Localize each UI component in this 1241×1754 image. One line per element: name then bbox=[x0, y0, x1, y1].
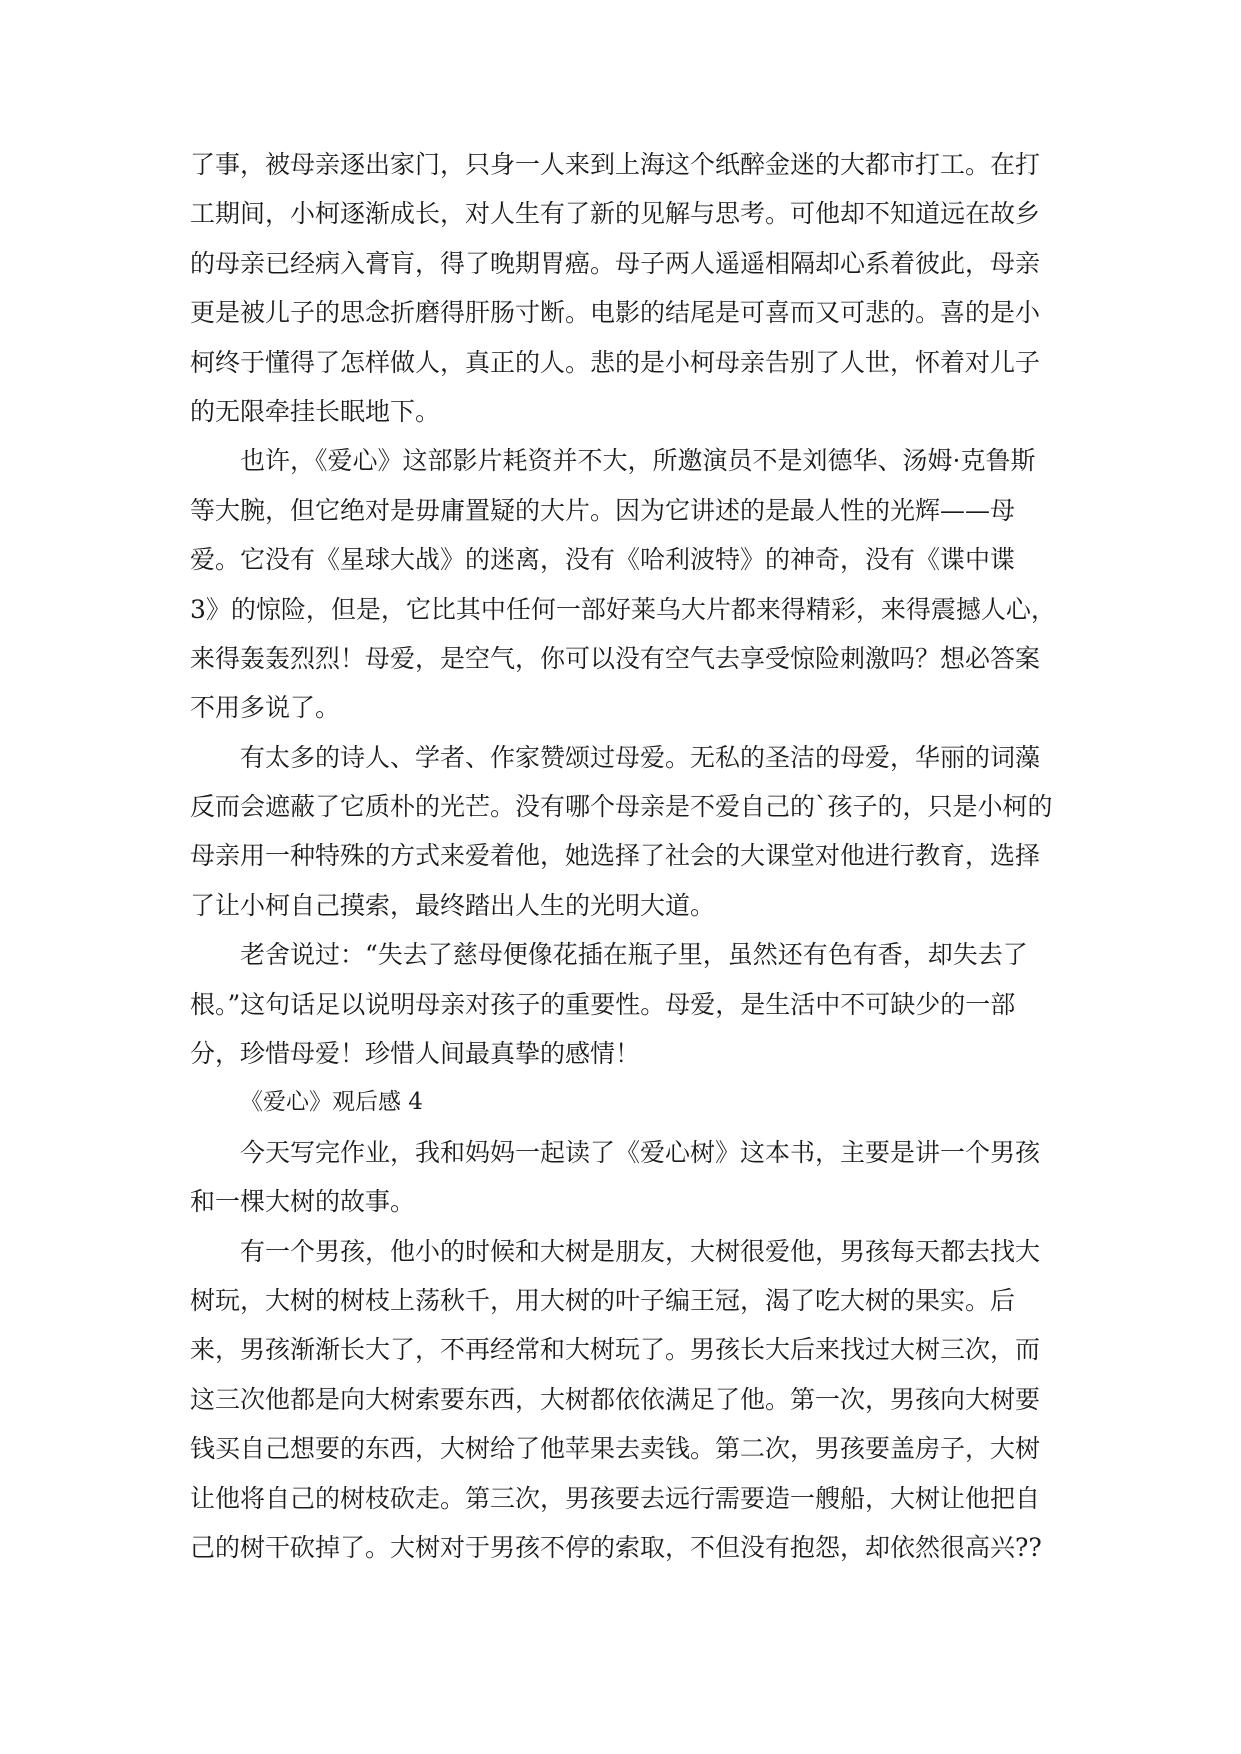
text-line: 工期间，小柯逐渐成长，对人生有了新的见解与思考。可他却不知道远在故乡 bbox=[190, 199, 1041, 229]
text-line: 来得轰轰烈烈！母爱，是空气，你可以没有空气去享受惊险刺激吗？想必答案 bbox=[190, 643, 1041, 673]
paragraph-start-line: 有一个男孩，他小的时候和大树是朋友，大树很爱他，男孩每天都去找大 bbox=[240, 1236, 1041, 1266]
text-line: 来，男孩渐渐长大了，不再经常和大树玩了。男孩长大后来找过大树三次，而 bbox=[190, 1335, 1041, 1365]
text-line: 树玩，大树的树枝上荡秋千，用大树的叶子编王冠，渴了吃大树的果实。后 bbox=[190, 1285, 1016, 1315]
section-heading: 《爱心》观后感 4 bbox=[240, 1089, 423, 1116]
text-line: 钱买自己想要的东西，大树给了他苹果去卖钱。第二次，男孩要盖房子，大树 bbox=[190, 1434, 1041, 1464]
document-body bbox=[190, 140, 1056, 1572]
text-line: 分，珍惜母爱！珍惜人间最真挚的感情！ bbox=[190, 1039, 641, 1069]
text-line: 的母亲已经病入膏肓，得了晚期胃癌。母子两人遥遥相隔却心系着彼此，母亲 bbox=[190, 248, 1041, 278]
text-line: 了事，被母亲逐出家门，只身一人来到上海这个纸醉金迷的大都市打工。在打 bbox=[190, 150, 1041, 179]
text-line: 3》的惊险，但是，它比其中任何一部好莱乌大片都来得精彩，来得震撼人心， bbox=[190, 594, 1056, 624]
text-line: 爱。它没有《星球大战》的迷离，没有《哈利波特》的神奇，没有《谍中谍 bbox=[190, 545, 1016, 575]
paragraph-start-line: 有太多的诗人、学者、作家赞颂过母爱。无私的圣洁的母爱，华丽的词藻 bbox=[240, 742, 1041, 772]
paragraph-start-line: 也许，《爱心》这部影片耗资并不大，所邀演员不是刘德华、汤姆·克鲁斯 bbox=[240, 446, 1036, 476]
text-line: 柯终于懂得了怎样做人，真正的人。悲的是小柯母亲告别了人世，怀着对儿子 bbox=[190, 347, 1041, 377]
text-line: 根。”这句话足以说明母亲对孩子的重要性。母爱，是生活中不可缺少的一部 bbox=[190, 989, 1016, 1019]
text-line: 的无限牵挂长眠地下。 bbox=[190, 396, 441, 426]
text-line: 和一棵大树的故事。 bbox=[190, 1187, 416, 1217]
text-line: 了让小柯自己摸索，最终踏出人生的光明大道。 bbox=[190, 890, 716, 920]
text-line: 更是被儿子的思念折磨得肝肠寸断。电影的结尾是可喜而又可悲的。喜的是小 bbox=[190, 298, 1041, 328]
text-line: 让他将自己的树枝砍走。第三次，男孩要去远行需要造一艘船，大树让他把自 bbox=[190, 1483, 1041, 1513]
paragraph-start-line: 今天写完作业，我和妈妈一起读了《爱心树》这本书，主要是讲一个男孩 bbox=[240, 1137, 1041, 1167]
text-line: 不用多说了。 bbox=[190, 693, 341, 723]
text-line: 这三次他都是向大树索要东西，大树都依依满足了他。第一次，男孩向大树要 bbox=[190, 1384, 1041, 1414]
text-line: 反而会遮蔽了它质朴的光芒。没有哪个母亲是不爱自己的`孩子的，只是小柯的 bbox=[190, 792, 1053, 822]
text-line: 己的树干砍掉了。大树对于男孩不停的索取，不但没有抱怨，却依然很高兴?? bbox=[190, 1532, 1042, 1562]
text-line: 等大腕，但它绝对是毋庸置疑的大片。因为它讲述的是最人性的光辉——母 bbox=[190, 495, 1016, 525]
paragraph-start-line: 老舍说过：“失去了慈母便像花插在瓶子里，虽然还有色有香，却失去了 bbox=[240, 940, 1028, 970]
text-line: 母亲用一种特殊的方式来爱着他，她选择了社会的大课堂对他进行教育，选择 bbox=[190, 841, 1041, 871]
